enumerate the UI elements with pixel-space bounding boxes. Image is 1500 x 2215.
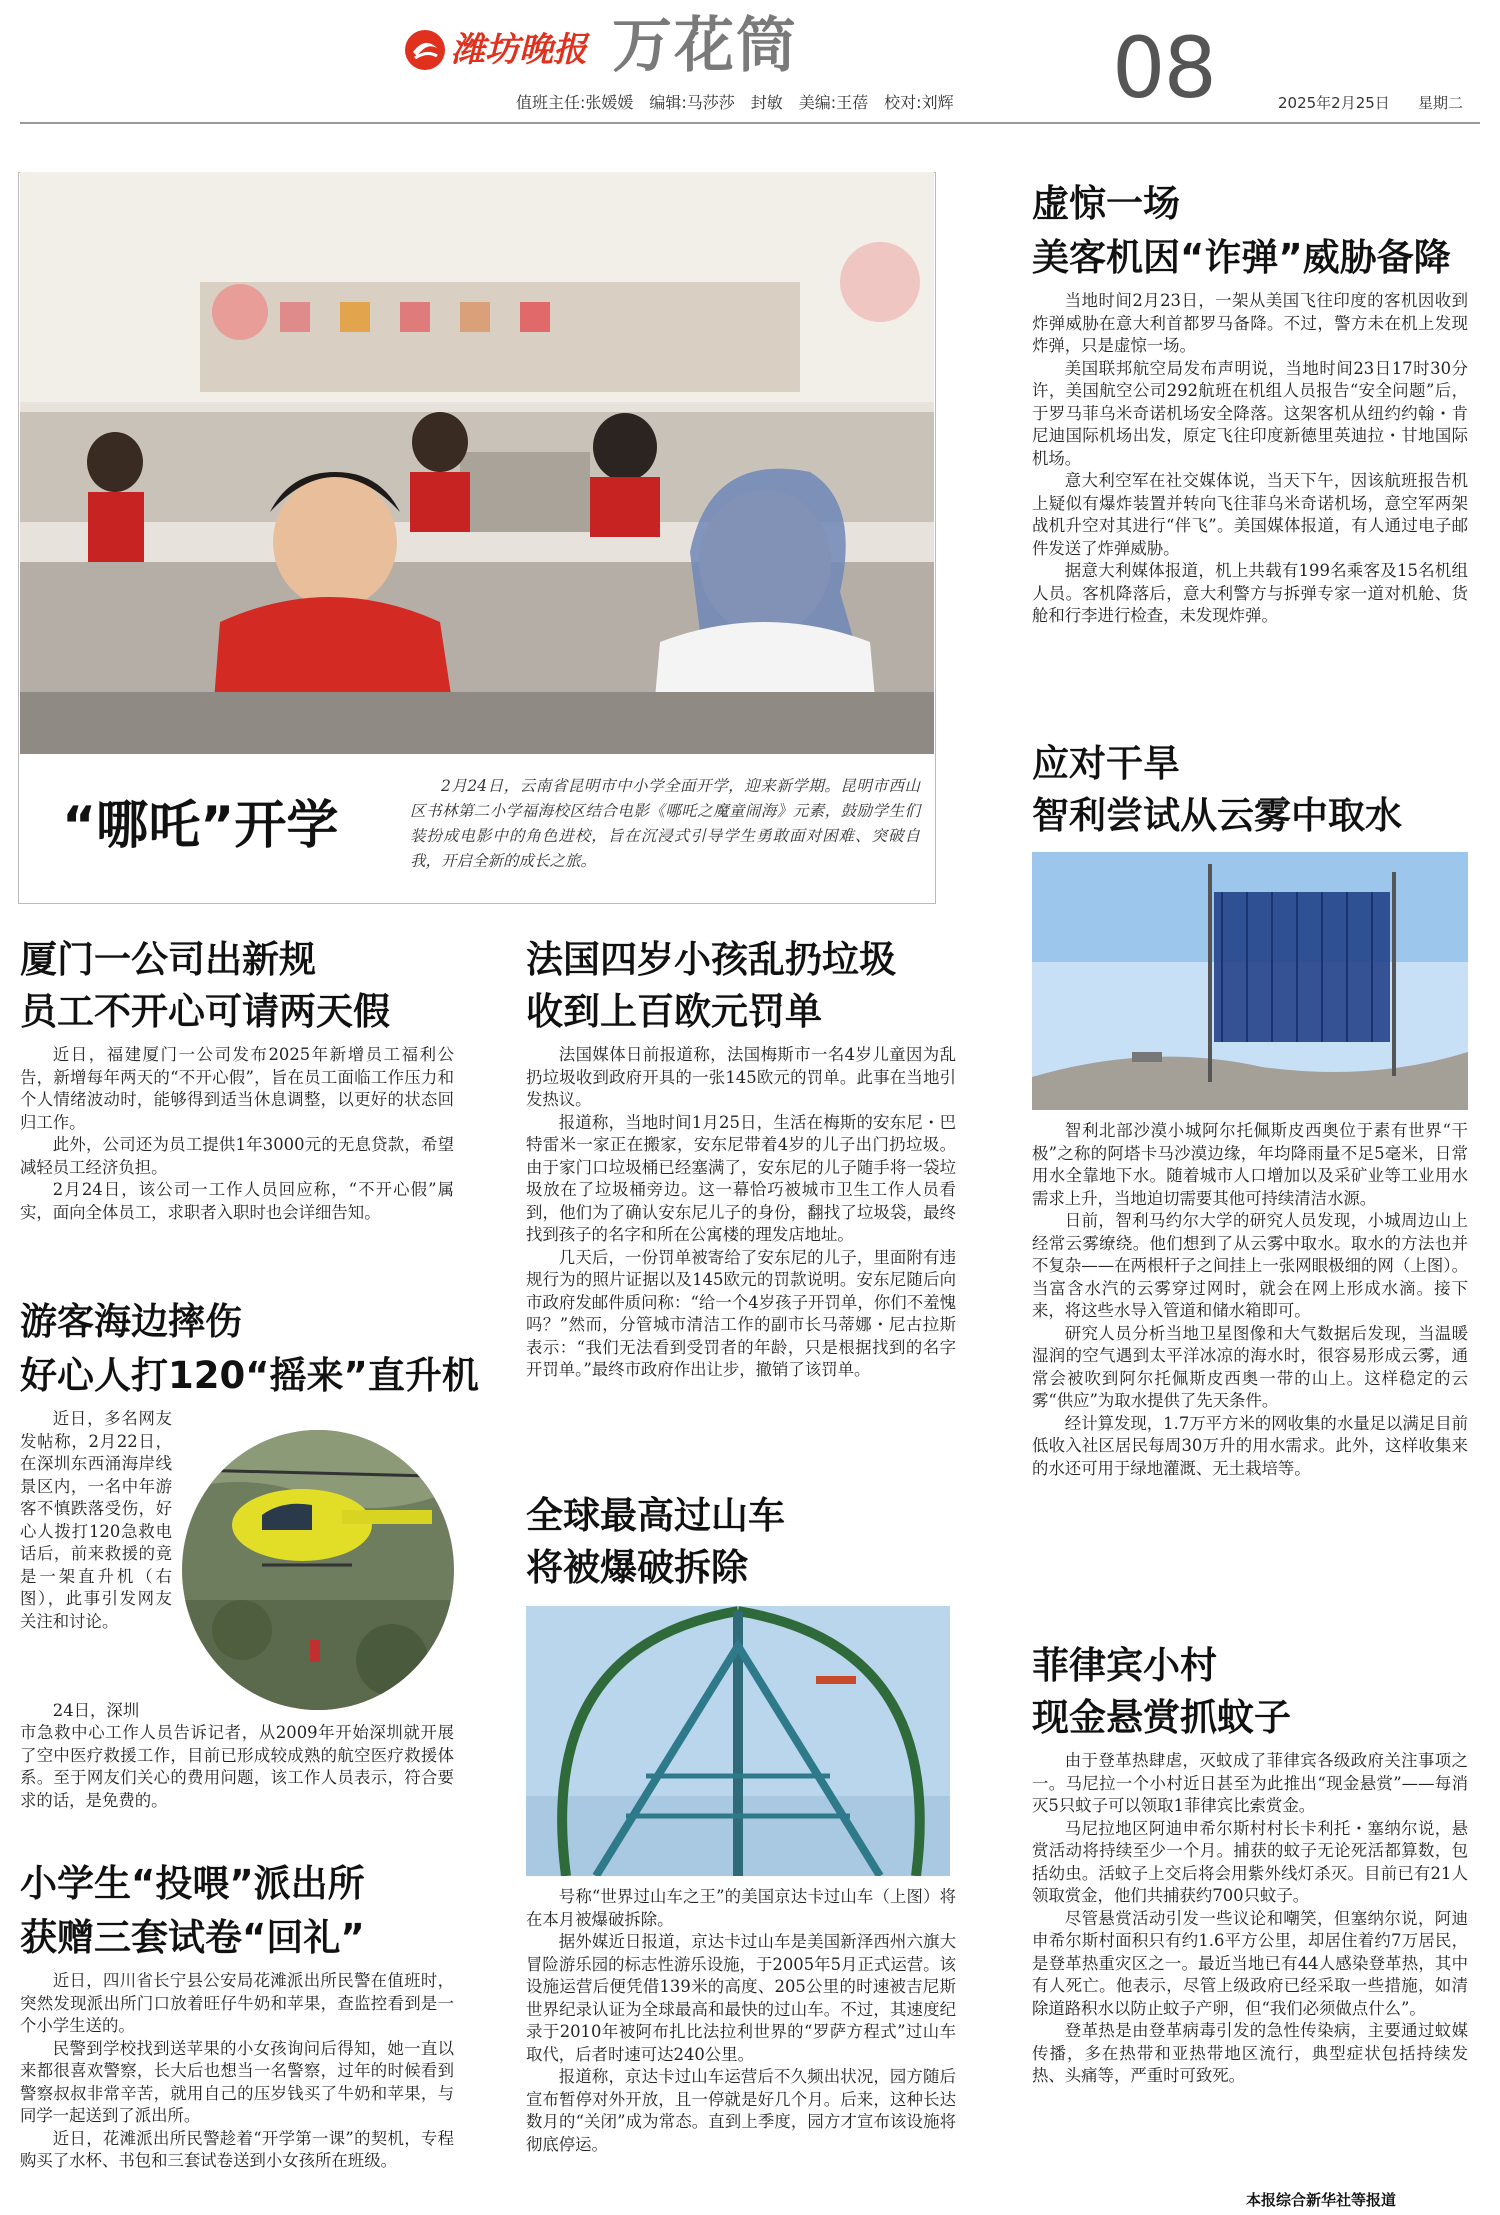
paragraph: 报道称，京达卡过山车运营后不久频出状况，园方随后宣布暂停对外开放，且一停就是好几个月。后来，这种长达数月的“关闭”成为常态。直到上季度，园方才宣布该设施将彻底停运。: [526, 2067, 956, 2154]
paragraph: 近日，花滩派出所民警趁着“开学第一课”的契机，专程购买了水杯、书包和三套试卷送到小女孩所在班级。: [20, 2128, 454, 2170]
coaster-title-line2: 将被爆破拆除: [526, 1546, 748, 1589]
page-number: 08: [1112, 19, 1215, 117]
logo: [403, 24, 613, 76]
mosquito-body: [1032, 1750, 1468, 2088]
paragraph: 日前，智利马约尔大学的研究人员发现，小城周边山上经常云雾缭绕。他们想到了从云雾中取水。取水的方法也并不复杂——在两根杆子之间挂上一张网眼极细的网（上图）。当富含水汽的云雾穿过网时，就会在网上形成水滴。接下来，将这些水导入管道和储水箱即可。: [1032, 1211, 1468, 1320]
coaster-photo: [526, 1606, 950, 1876]
paragraph: 几天后，一份罚单被寄给了安东尼的儿子，里面附有违规行为的照片证据以及145欧元的罚款说明。安东尼随后向市政府发邮件质问称：“给一个4岁孩子开罚单，你们不羞愧吗？”然而，分管城市清洁工作的副市长马蒂娜・尼古拉斯表示：“我们无法看到受罚者的年龄，只是根据找到的名字开罚单。”最终市政府作出让步，撤销了该罚单。: [526, 1247, 956, 1379]
paragraph: 此外，公司还为员工提供1年3000元的无息贷款，希望减轻员工经济负担。: [20, 1135, 454, 1177]
logo-text: 潍坊晚报: [451, 30, 587, 70]
paragraph: 当地时间2月23日，一架从美国飞往印度的客机因收到炸弹威胁在意大利首都罗马备降。不过，警方未在机上发现炸弹，只是虚惊一场。: [1032, 291, 1468, 355]
paragraph: 民警到学校找到送苹果的小女孩询问后得知，她一直以来都很喜欢警察，长大后也想当一名警察，过年的时候看到警察叔叔非常辛苦，就用自己的压岁钱买了牛奶和苹果，与同学一起送到了派出所。: [20, 2038, 454, 2125]
airplane-body: [1032, 290, 1468, 628]
paragraph: 据意大利媒体报道，机上共载有199名乘客及15名机组人员。客机降落后，意大利警方与拆弹专家一道对机舱、货舱和行李进行检查，未发现炸弹。: [1032, 561, 1468, 625]
helicopter-wrap-text2: [20, 1700, 172, 1723]
mosquito-title-line2: 现金悬赏抓蚊子: [1032, 1696, 1291, 1739]
helicopter-title-line2: 好心人打120“摇来”直升机: [20, 1354, 479, 1397]
fog-net-photo: [1032, 852, 1468, 1110]
paragraph: 意大利空军在社交媒体说，当天下午，因该航班报告机上疑似有爆炸装置并转向飞往菲乌米奇诺机场，意空军两架战机升空对其进行“伴飞”。美国媒体报道，有人通过电子邮件发送了炸弹威胁。: [1032, 471, 1468, 558]
paragraph: 2月24日，该公司一工作人员回应称，“不开心假”属实，面向全体员工，求职者入职时也会详细告知。: [20, 1180, 454, 1222]
paragraph: 近日，四川省长宁县公安局花滩派出所民警在值班时，突然发现派出所门口放着旺仔牛奶和苹果，查监控看到是一个小学生送的。: [20, 1971, 454, 2035]
paragraph: 近日，福建厦门一公司发布2025年新增员工福利公告，新增每年两天的“不开心假”，旨在员工面临工作压力和个人情绪波动时，能够得到适当休息调整，以更好的状态回归工作。: [20, 1045, 454, 1132]
source-credit: 本报综合新华社等报道: [1246, 2191, 1397, 2209]
feature-photo: [20, 172, 934, 754]
xiamen-title-line2: 员工不开心可请两天假: [20, 990, 390, 1033]
issue-date: 2025年2月25日: [1278, 94, 1390, 112]
paragraph: 24日，深圳: [52, 1701, 140, 1720]
masthead: [0, 0, 1500, 125]
france-title-line2: 收到上百欧元罚单: [526, 990, 822, 1033]
police-title-line1: 小学生“投喂”派出所: [20, 1862, 365, 1905]
paragraph: 智利北部沙漠小城阿尔托佩斯皮西奥位于素有世界“干极”之称的阿塔卡马沙漠边缘，年均降雨量不足5毫米，日常用水全靠地下水。随着城市人口增加以及采矿业等工业用水需求上升，当地迫切需要其他可持续清洁水源。: [1032, 1121, 1468, 1208]
issue-weekday: 星期二: [1418, 94, 1464, 112]
airplane-title-line1: 虚惊一场: [1032, 182, 1180, 225]
paragraph: 尽管悬赏活动引发一些议论和嘲笑，但塞纳尔说，阿迪申希尔斯村面积只有约1.6平方公里，却居住着约7万居民，是登革热重灾区之一。最近当地已有44人感染登革热，其中有人死亡。他表示，尽管上级政府已经采取一些措施，如清除道路积水以防止蚊子产卵，但“我们必须做点什么”。: [1032, 1908, 1468, 2018]
france-title-line1: 法国四岁小孩乱扔垃圾: [526, 938, 896, 981]
newspaper-logo-icon: [403, 28, 447, 72]
paragraph: 美国联邦航空局发布声明说，当地时间23日17时30分许，美国航空公司292航班在机组人员报告“安全问题”后，于罗马菲乌米奇诺机场安全降落。这架客机从纽约约翰・肯尼迪国际机场出发，原定飞往印度新德里英迪拉・甘地国际机场。: [1032, 358, 1468, 468]
paragraph: 据外媒近日报道，京达卡过山车是美国新泽西州六旗大冒险游乐园的标志性游乐设施，于2005年5月正式运营。该设施运营后便凭借139米的高度、205公里的时速被吉尼斯世界纪录认证为全球最高和最快的过山车。不过，其速度纪录于2010年被阿布扎比法拉利世界的“罗萨方程式”过山车取代，后者时速可达240公里。: [526, 1932, 956, 2064]
airplane-title-line2: 美客机因“诈弹”威胁备降: [1032, 236, 1451, 279]
police-title-line2: 获赠三套试卷“回礼”: [20, 1916, 365, 1959]
coaster-body: [526, 1886, 956, 2156]
fog-title-line2: 智利尝试从云雾中取水: [1032, 794, 1402, 837]
paragraph: 市急救中心工作人员告诉记者，从2009年开始深圳就开展了空中医疗救援工作，目前已形成较成熟的航空医疗救援体系。至于网友们关心的费用问题，该工作人员表示，符合要求的话，是免费的。: [20, 1723, 454, 1810]
paragraph: 报道称，当地时间1月25日，生活在梅斯的安东尼・巴特雷米一家正在搬家，安东尼带着4岁的儿子出门扔垃圾。由于家门口垃圾桶已经塞满了，安东尼的儿子随手将一袋垃圾放在了垃圾桶旁边。这一幕恰巧被城市卫生工作人员看到，他们为了确认安东尼儿子的身份，翻找了垃圾袋，最终找到孩子的名字和所在公寓楼的理发店地址。: [526, 1112, 956, 1244]
staff-list: 值班主任:张媛媛 编辑:马莎莎 封敏 美编:王蓓 校对:刘辉: [516, 93, 954, 112]
police-body: [20, 1970, 454, 2173]
france-body: [526, 1044, 956, 1382]
paragraph: 登革热是由登革病毒引发的急性传染病，主要通过蚊媒传播，多在热带和亚热带地区流行，典型症状包括持续发热、头痛等，严重时可致死。: [1032, 2021, 1468, 2085]
paragraph: 研究人员分析当地卫星图像和大气数据后发现，当温暖湿润的空气遇到太平洋冰凉的海水时，很容易形成云雾，通常会被吹到阿尔托佩斯皮西奥一带的山上。这样稳定的云雾“供应”为取水提供了先天条件。: [1032, 1323, 1468, 1410]
xiamen-body: [20, 1044, 454, 1224]
helicopter-body: [20, 1722, 454, 1812]
paragraph: 号称“世界过山车之王”的美国京达卡过山车（上图）将在本月被爆破拆除。: [526, 1887, 956, 1929]
paragraph: 近日，多名网友发帖称，2月22日，在深圳东西涌海岸线景区内，一名中年游客不慎跌落受伤，好心人拨打120急救电话后，前来救援的竟是一架直升机（右图），此事引发网友关注和讨论。: [20, 1409, 172, 1631]
paragraph: 由于登革热肆虐，灭蚊成了菲律宾各级政府关注事项之一。马尼拉一个小村近日甚至为此推出“现金悬赏”——每消灭5只蚊子可以领取1菲律宾比索赏金。: [1032, 1751, 1468, 1815]
fog-title-line1: 应对干旱: [1032, 742, 1180, 785]
fog-body: [1032, 1120, 1468, 1480]
feature-title: “哪吒”开学: [62, 796, 339, 856]
section-title: 万花筒: [612, 11, 798, 81]
masthead-rule: [20, 122, 1480, 124]
coaster-title-line1: 全球最高过山车: [526, 1494, 785, 1537]
feature-caption: 2月24日，云南省昆明市中小学全面开学，迎来新学期。昆明市西山区书林第二小学福海校区结合电影《哪吒之魔童闹海》元素，鼓励学生们装扮成电影中的角色进校，旨在沉浸式引导学生勇敢面对困难、突破自我，开启全新的成长之旅。: [410, 777, 920, 870]
helicopter-title-line1: 游客海边摔伤: [20, 1300, 242, 1343]
paragraph: 马尼拉地区阿迪申希尔斯村村长卡利托・塞纳尔说，悬赏活动将持续至少一个月。捕获的蚊子无论死活都算数，包括幼虫。活蚊子上交后将会用紫外线灯杀灭。目前已有21人领取赏金，他们共捕获约700只蚊子。: [1032, 1818, 1468, 1905]
paragraph: 经计算发现，1.7万平方米的网收集的水量足以满足目前低收入社区居民每周30万升的用水需求。此外，这样收集来的水还可用于绿地灌溉、无土栽培等。: [1032, 1413, 1468, 1478]
xiamen-title-line1: 厦门一公司出新规: [20, 938, 316, 981]
helicopter-photo: [182, 1430, 454, 1710]
mosquito-title-line1: 菲律宾小村: [1032, 1644, 1217, 1687]
paragraph: 法国媒体日前报道称，法国梅斯市一名4岁儿童因为乱扔垃圾收到政府开具的一张145欧元的罚单。此事在当地引发热议。: [526, 1045, 956, 1109]
helicopter-wrap-text: [20, 1408, 172, 1633]
